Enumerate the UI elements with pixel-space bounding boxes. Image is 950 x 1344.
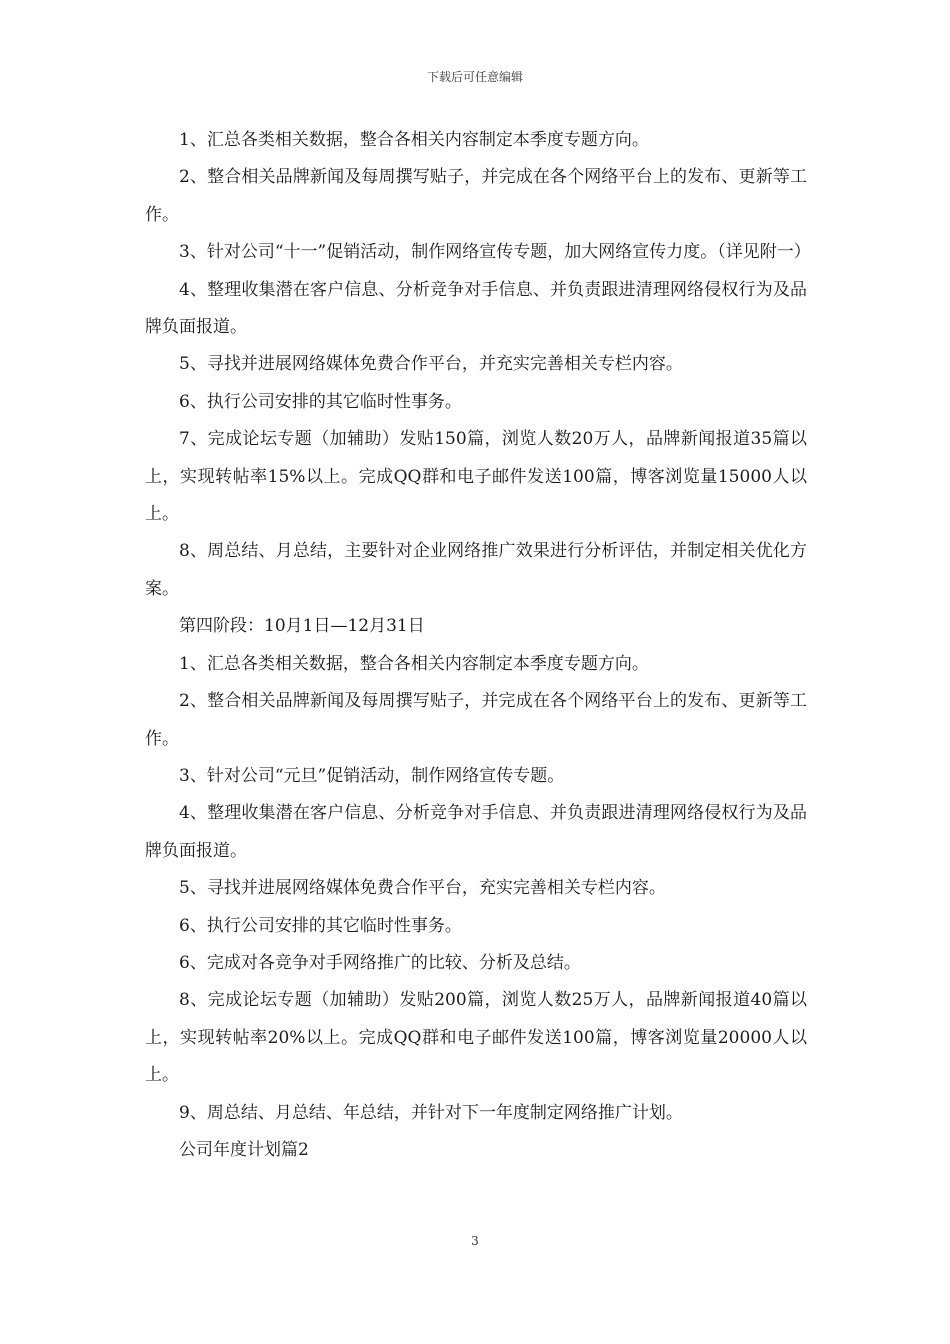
paragraph: 3、针对公司“十一”促销活动，制作网络宣传专题，加大网络宣传力度。（详见附一） [179, 242, 811, 263]
paragraph: 8、周总结、月总结，主要针对企业网络推广效果进行分析评估，并制定相关优化方案。 [145, 541, 807, 599]
paragraph: 5、寻找并进展网络媒体免费合作平台，并充实完善相关专栏内容。 [179, 354, 683, 375]
paragraph: 6、执行公司安排的其它临时性事务。 [179, 915, 462, 936]
paragraph: 8、完成论坛专题（加辅助）发贴200篇，浏览人数25万人，品牌新闻报道40篇以上，实现转帖率20%以上。完成QQ群和电子邮件发送100篇，博客浏览量20000人以上。 [145, 990, 807, 1086]
page-header: 下载后可任意编辑 [426, 70, 523, 84]
paragraph: 1、汇总各类相关数据，整合各相关内容制定本季度专题方向。 [179, 653, 649, 674]
paragraph: 2、整合相关品牌新闻及每周撰写贴子，并完成在各个网络平台上的发布、更新等工作。 [145, 167, 807, 225]
paragraph: 4、整理收集潜在客户信息、分析竞争对手信息、并负责跟进清理网络侵权行为及品牌负面报道。 [145, 279, 807, 338]
document-body [145, 122, 811, 1169]
paragraph: 5、寻找并进展网络媒体免费合作平台，充实完善相关专栏内容。 [179, 878, 666, 899]
paragraph: 4、整理收集潜在客户信息、分析竞争对手信息、并负责跟进清理网络侵权行为及品牌负面报道。 [145, 803, 807, 861]
paragraph: 1、汇总各类相关数据，整合各相关内容制定本季度专题方向。 [179, 130, 649, 150]
paragraph: 7、完成论坛专题（加辅助）发贴150篇，浏览人数20万人，品牌新闻报道35篇以上，实现转帖率15%以上。完成QQ群和电子邮件发送100篇，博客浏览量15000人以上。 [145, 429, 807, 525]
section-heading: 公司年度计划篇2 [179, 1139, 309, 1160]
section-heading: 第四阶段：10月1日—12月31日 [179, 616, 425, 637]
paragraph: 6、执行公司安排的其它临时性事务。 [179, 391, 462, 412]
paragraph: 9、周总结、月总结、年总结，并针对下一年度制定网络推广计划。 [179, 1102, 683, 1123]
paragraph: 2、整合相关品牌新闻及每周撰写贴子，并完成在各个网络平台上的发布、更新等工作。 [145, 691, 807, 749]
page-number: 3 [471, 1234, 479, 1248]
paragraph: 6、完成对各竞争对手网络推广的比较、分析及总结。 [179, 952, 581, 973]
paragraph: 3、针对公司“元旦”促销活动，制作网络宣传专题。 [179, 765, 565, 786]
